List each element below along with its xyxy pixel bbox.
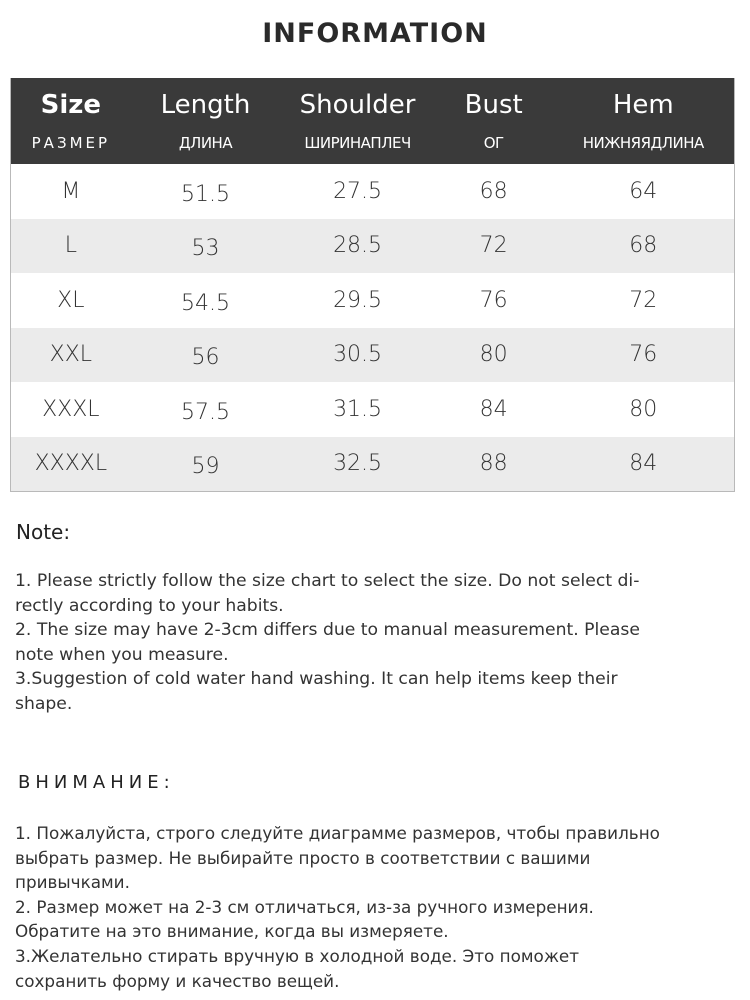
header-shoulder: [280, 78, 435, 164]
header-length: [131, 78, 281, 164]
cell-bust: 80: [479, 342, 508, 368]
attention-line: привычками.: [15, 872, 130, 893]
note-text: [15, 569, 735, 717]
cell-length: 56: [191, 345, 220, 371]
cell-bust: 72: [479, 233, 508, 259]
note-line: 3.Suggestion of cold water hand washing. It can help items keep their: [15, 669, 618, 690]
attention-line: выбрать размер. Не выбирайте просто в соответствии с вашими: [15, 847, 591, 868]
header-label-en: Shoulder: [299, 90, 416, 120]
header-size: [11, 78, 131, 164]
cell-shoulder: 29.5: [333, 287, 383, 313]
attention-line: сохранить форму и качество вещей.: [15, 970, 340, 991]
cell-size: M: [61, 178, 81, 204]
table-row: [11, 219, 734, 274]
cell-hem: 84: [629, 451, 658, 477]
cell-size: XXXXL: [34, 451, 108, 477]
cell-hem: 76: [629, 342, 658, 368]
cell-length: 54.5: [180, 290, 230, 316]
header-label-ru: НИЖНЯЯДЛИНА: [582, 134, 704, 152]
header-label-en: Size: [40, 90, 102, 120]
cell-shoulder: 30.5: [333, 342, 383, 368]
cell-bust: 88: [479, 451, 508, 477]
cell-size: XXL: [49, 342, 93, 368]
cell-shoulder: 27.5: [333, 178, 383, 204]
table-row: [11, 437, 734, 492]
cell-size: XL: [57, 287, 85, 313]
header-label-ru: ШИРИНАПЛЕЧ: [304, 134, 411, 152]
note-line: 1. Please strictly follow the size chart to select the size. Do not select di-: [15, 571, 640, 591]
cell-length: 57.5: [180, 399, 230, 425]
header-hem: [553, 78, 735, 164]
cell-length: 51.5: [180, 181, 230, 207]
cell-shoulder: 31.5: [333, 396, 383, 422]
cell-length: 53: [191, 236, 220, 262]
attention-heading: ВНИМАНИЕ:: [18, 772, 175, 793]
table-row: [11, 273, 734, 328]
cell-bust: 76: [479, 287, 508, 313]
attention-line: Обратите на это внимание, когда вы измеряете.: [15, 921, 449, 942]
cell-length: 59: [191, 454, 220, 480]
table-row: [11, 328, 734, 383]
note-line: rectly according to your habits.: [15, 595, 284, 616]
size-chart-table: [10, 78, 735, 492]
header-label-ru: ДЛИНА: [178, 134, 233, 152]
attention-line: 3.Желательно стирать вручную в холодной воде. Это поможет: [15, 945, 580, 966]
header-label-en: Bust: [464, 90, 523, 120]
attention-line: 1. Пожалуйста, строго следуйте диаграмме размеров, чтобы правильно: [15, 823, 660, 843]
attention-line: 2. Размер может на 2-3 см отличаться, из-за ручного измерения.: [15, 896, 594, 917]
header-label-en: Length: [160, 90, 251, 120]
attention-text: [15, 821, 735, 993]
cell-hem: 68: [629, 233, 658, 259]
note-line: note when you measure.: [15, 644, 229, 665]
cell-shoulder: 32.5: [333, 451, 383, 477]
cell-bust: 84: [479, 396, 508, 422]
header-label-en: Hem: [612, 90, 674, 120]
cell-shoulder: 28.5: [333, 233, 383, 259]
table-row: [11, 164, 734, 219]
note-line: 2. The size may have 2-3cm differs due to manual measurement. Please: [15, 620, 640, 641]
cell-bust: 68: [479, 178, 508, 204]
cell-hem: 72: [629, 287, 658, 313]
table-row: [11, 382, 734, 437]
table-header: [11, 78, 734, 164]
note-heading: Note:: [16, 520, 71, 544]
note-line: shape.: [15, 693, 73, 714]
page-title: INFORMATION: [262, 18, 488, 49]
header-label-ru: ОГ: [483, 134, 504, 152]
cell-hem: 64: [629, 178, 658, 204]
cell-size: XXXL: [42, 396, 100, 422]
cell-size: L: [64, 233, 77, 259]
cell-hem: 80: [629, 396, 658, 422]
header-bust: [435, 78, 553, 164]
header-label-ru: РАЗМЕР: [31, 134, 111, 152]
